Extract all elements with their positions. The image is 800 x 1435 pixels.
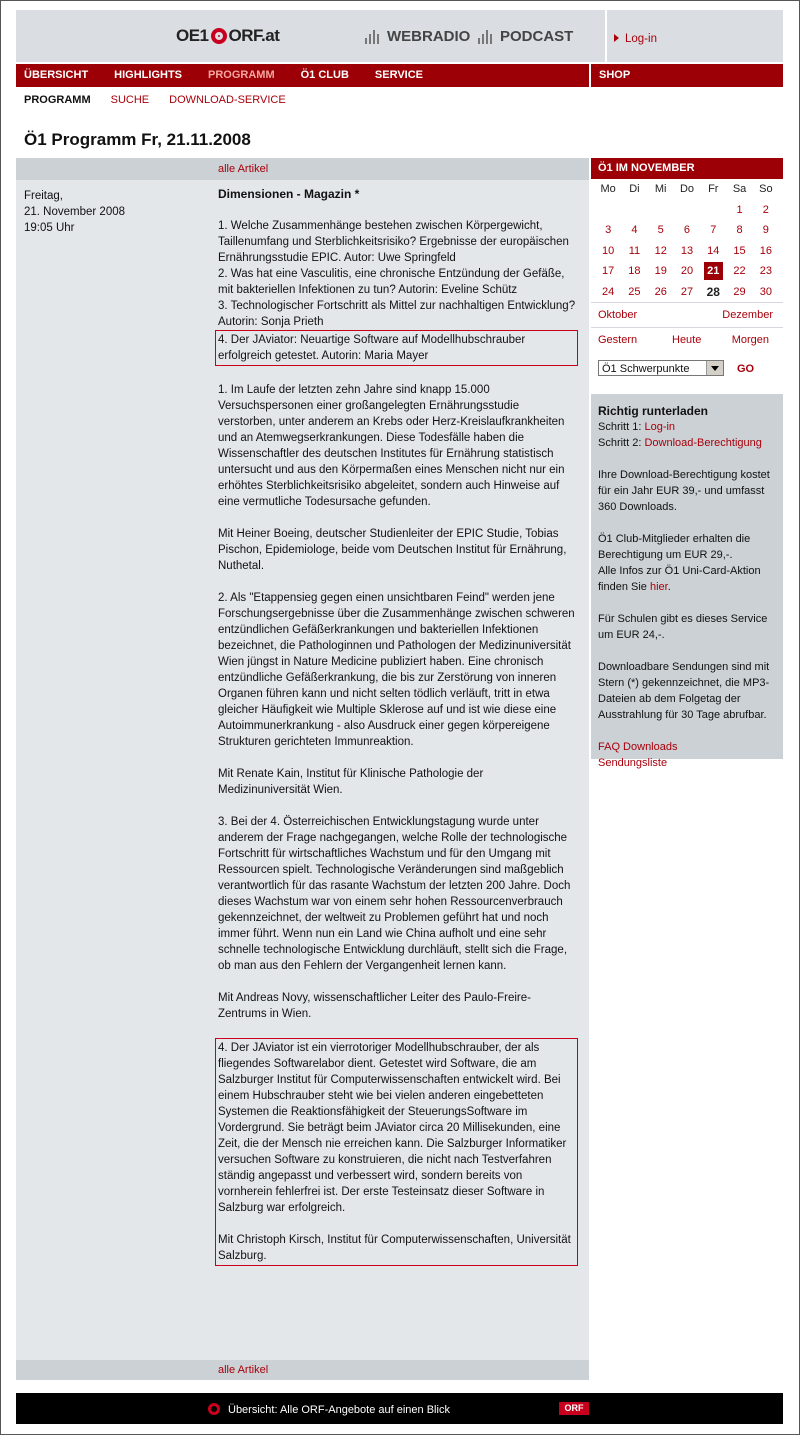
nav-oe1-club[interactable]: Ö1 CLUB [300,69,349,81]
unicard-info: Alle Infos zur Ö1 Uni-Card-Aktion finden Sie [598,565,761,593]
calendar-day[interactable]: 26 [654,285,667,298]
calendar [591,179,783,302]
orf-logo-text: ORF.at [228,26,280,45]
oe1-logo-text: OE1 [176,26,209,45]
main-nav [16,64,589,87]
login-link[interactable] [614,33,657,45]
nav-programm[interactable]: PROGRAMM [208,69,275,81]
calendar-day[interactable]: 1 [736,203,743,216]
nav-highlights[interactable]: HIGHLIGHTS [114,69,183,81]
calendar-day[interactable]: 25 [628,285,641,298]
weekday-header: Mo [600,183,616,196]
calendar-day[interactable]: 2 [762,203,769,216]
login-label: Log-in [625,33,657,45]
article-paragraph: Mit Renate Kain, Institut für Klinische Pathologie der Medizinuniversität Wien. [218,768,484,796]
today-link[interactable]: Heute [672,334,702,346]
calendar-day[interactable]: 15 [733,244,746,257]
article-paragraph: 3. Bei der 4. Österreichischen Entwicklungstagung wurde unter anderem der Frage nachgegangen, welche Rolle der technologische Fortschritt für wirtschaftliches Wachstum und für den Umgang mit Ressourcen spielt. Technologische Veränderungen sind maßgeblich verantwortlich für das rasante Wachstum der letzten 200 Jahre. Doch dieses Wachstum war von einem sehr hohen Ressourcenverbrauch gekennzeichnet, der weltweit zu Problemen geführt hat und noch immer führt. Wenn nun ein Land wie China aufholt und eine sehr schnelle technologische Entwicklung durchläuft, stellt sich die Frage, ob man aus den Fehlern der Vergangenheit lernen kann. [218,816,571,972]
calendar-day[interactable]: 11 [628,244,641,257]
nav-service[interactable]: SERVICE [374,69,423,81]
date-time: 19:05 Uhr [24,222,75,234]
club-price: Ö1 Club-Mitglieder erhalten die Berechtigung um EUR 29,-. [598,533,751,561]
article-title: Dimensionen - Magazin * [218,187,360,201]
download-price-info: Ihre Download-Berechtigung kostet für ein Jahr EUR 39,- und umfasst 360 Downloads. [598,469,770,513]
orf-logo[interactable]: ORF [559,1402,589,1415]
orf-ring-icon [211,28,227,44]
calendar-title: Ö1 IM NOVEMBER [591,158,783,179]
download-title: Richtig runterladen [598,404,709,418]
footer [16,1393,783,1424]
step-2-permission-link[interactable]: Download-Berechtigung [644,437,762,449]
article-paragraph: Mit Heiner Boeing, deutscher Studienleiter der EPIC Studie, Tobias Pischon, Epidemiologe, beide vom Deutschen Institut für Ernährung, Nuthetal. [218,528,567,572]
date-weekday: Freitag, [24,190,63,202]
calendar-day[interactable]: 24 [602,285,615,298]
orf-ring-icon [208,1403,220,1415]
calendar-day[interactable]: 10 [602,244,615,257]
prev-month-link[interactable]: Oktober [598,309,638,321]
all-articles-link-bottom[interactable]: alle Artikel [218,1364,269,1376]
calendar-day[interactable]: 22 [733,265,746,278]
shop-nav[interactable] [591,64,783,87]
calendar-day[interactable]: 20 [680,265,694,278]
calendar-day[interactable]: 29 [733,285,746,298]
podcast-label: PODCAST [500,28,574,45]
calendar-day[interactable]: 13 [680,244,694,257]
today-label: 21 [704,262,723,280]
webradio-link[interactable] [365,28,470,45]
article-highlight-box [215,1038,578,1266]
shop-label: SHOP [599,69,631,81]
sub-nav [24,94,286,106]
audio-bars-icon [365,30,379,44]
sidebar [591,158,783,769]
weekday-header: Mi [654,183,667,196]
tomorrow-link[interactable]: Morgen [731,334,769,346]
oe1-orf-logo[interactable] [176,24,279,48]
article-paragraph: 2. Als "Etappensieg gegen einen unsichtbaren Feind" werden jene Forschungsergebnisse über die Zusammenhänge zwischen schweren entzündlichen Gefäßerkrankungen und bakteriellen Infektionen bezeichnet, die Pathologinnen und Pathologen der Medizinuniversität Wien jüngst in Nature Medicine publiziert haben. Eine chronisch entzündliche Gefäßerkrankung, die bis zur Zerstörung von inneren Organen führen kann und nicht selten tödlich verläuft, tritt in etwa gleicher Häufigkeit wie Multiple Sklerose auf und ist wie diese eine Autoimmunerkrankung - also Ausdruck einer gegen körpereigene Strukturen gerichteten Immunreaktion. [218,592,575,748]
weekday-header: Di [629,183,640,196]
calendar-day: 28 [706,284,720,299]
program-content [16,158,589,1380]
article-summary: 1. Welche Zusammenhänge bestehen zwischen Körpergewicht, Taillenumfang und Sterblichkeitsrisiko? Ergebnisse der europäischen Ernährungsstudie EPIC. Autor: Uwe Springfeld 2. Was hat eine Vasculitis, eine chronische Entzündung der Gefäße, mit bakteriellen Infektionen zu tun? Autorin: Eveline Schütz 3. Technologischer Fortschritt als Mittel zur nachhaltigen Entwicklung? Autorin: Sonja Prieth [218,220,576,328]
top-article-bar [16,158,589,180]
calendar-day[interactable]: 12 [654,244,667,257]
chevron-down-icon [706,361,723,375]
article-paragraph: Mit Christoph Kirsch, Institut für Computerwissenschaften, Universität Salzburg. [218,1234,571,1262]
subnav-suche[interactable]: SUCHE [110,94,150,106]
step-2-label: Schritt 2: [598,437,642,449]
go-button[interactable]: GO [737,363,755,375]
calendar-day[interactable]: 8 [736,224,743,237]
calendar-day-today[interactable] [700,261,726,282]
weekday-header: Do [679,183,695,196]
calendar-day[interactable]: 23 [759,265,772,278]
article-paragraph: Mit Andreas Novy, wissenschaftlicher Leiter des Paulo-Freire-Zentrums in Wien. [218,992,531,1020]
school-info: Für Schulen gibt es dieses Service um EUR 24,-. [598,613,768,641]
next-month-link[interactable]: Dezember [722,309,773,321]
yesterday-link[interactable]: Gestern [598,334,638,346]
orf-overview-link[interactable]: Übersicht: Alle ORF-Angebote auf einen Blick [228,1404,450,1416]
weekday-header: Fr [708,183,719,196]
page-title: Ö1 Programm Fr, 21.11.2008 [24,130,251,149]
calendar-day[interactable]: 27 [680,285,694,298]
faq-downloads-link[interactable]: FAQ Downloads [598,741,678,753]
day-nav [591,327,783,352]
weekday-header: So [759,183,773,196]
article [218,186,578,1266]
step-1-login-link[interactable]: Log-in [644,421,676,433]
select-value: Ö1 Schwerpunkte [602,363,690,375]
step-2 [598,435,776,451]
calendar-day[interactable]: 7 [710,224,717,237]
nav-uebersicht[interactable]: ÜBERSICHT [24,69,89,81]
calendar-day[interactable]: 30 [759,285,772,298]
podcast-link[interactable] [478,28,573,45]
schwerpunkte-select[interactable] [598,360,724,376]
calendar-day[interactable]: 9 [762,224,769,237]
article-paragraph: 4. Der JAviator ist ein vierrotoriger Modellhubschrauber, der als fliegendes Softwarelabor dient. Getestet wird Software, die am Salzburger Institut für Computerwissenschaften entwickelt wird. Bei einem Hubschrauber steht wie bei vielen anderen eingebetteten Systemen die Reaktionsfähigkeit der SteuerungsSoftware im Vordergrund. Sie beträgt beim JAviator circa 20 Millisekunden, eine Zeit, die der Mensch nie erreichen kann. Die Salzburger Informatiker versuchen Software zu konstruieren, die nicht nach Testverfahren ständig angepasst und verbessert wird, sondern bereits von vornherein fehlerfrei ist. Der erste Testeinsatz dieser Software in Salzburg war erfolgreich. [218,1042,567,1214]
download-info-box [591,394,783,769]
calendar-day[interactable]: 18 [628,265,641,278]
sendungsliste-link[interactable]: Sendungsliste [598,757,668,769]
focus-selector [591,352,783,392]
step-1-label: Schritt 1: [598,421,642,433]
download-star-info: Downloadbare Sendungen sind mit Stern (*) gekennzeichnet, die MP3-Dateien ab dem Folgetag der Ausstrahlung für 30 Tage abrufbar. [598,661,770,721]
weekday-header: Sa [732,183,747,196]
calendar-day[interactable]: 5 [657,224,664,237]
subnav-programm[interactable]: PROGRAMM [24,94,91,106]
arrow-right-icon [614,34,619,42]
audio-bars-icon [478,30,492,44]
month-nav [591,302,783,327]
top-header [16,10,783,62]
subnav-download-service[interactable]: DOWNLOAD-SERVICE [169,94,286,106]
date-day: 21. November 2008 [24,206,126,218]
calendar-day[interactable]: 6 [683,224,691,237]
broadcast-date [24,188,125,236]
calendar-day[interactable]: 16 [759,244,772,257]
unicard-link[interactable]: hier [650,581,668,593]
bottom-article-bar [16,1360,589,1380]
club-info: Ö1 Club-Mitglieder erhalten die Berechtigung um EUR 29,-. Alle Infos zur Ö1 Uni-Card-Aktion finden Sie hier. [598,533,761,593]
webradio-label: WEBRADIO [387,28,471,45]
calendar-day[interactable]: 4 [631,224,638,237]
article-paragraph: 1. Im Laufe der letzten zehn Jahre sind knapp 15.000 Versuchspersonen einer großangelegten Ernährungsstudie verstorben, unter anderem an Krebs oder Herz-Kreislaufkrankheiten und an Atemwegserkrankungen. Diese Todesfälle haben die Wissenschaftler des deutschen Institutes für Ernährung statistisch untersucht und aus den Körpermaßen eines Menschen nicht nur ein erhöhtes Sterblichkeitsrisiko abgeleitet, sondern auch Hinweise auf eine vermutliche Todesursache gefunden. [218,384,565,508]
all-articles-link-top[interactable]: alle Artikel [218,163,269,175]
step-1 [598,419,776,435]
calendar-day[interactable]: 14 [707,244,720,257]
calendar-day[interactable]: 3 [605,224,612,237]
header-divider [605,10,607,62]
calendar-day[interactable]: 17 [602,265,615,278]
article-summary-highlight: 4. Der JAviator: Neuartige Software auf Modellhubschrauber erfolgreich getestet. Autorin: Maria Mayer [215,330,578,366]
calendar-day[interactable]: 19 [654,265,667,278]
